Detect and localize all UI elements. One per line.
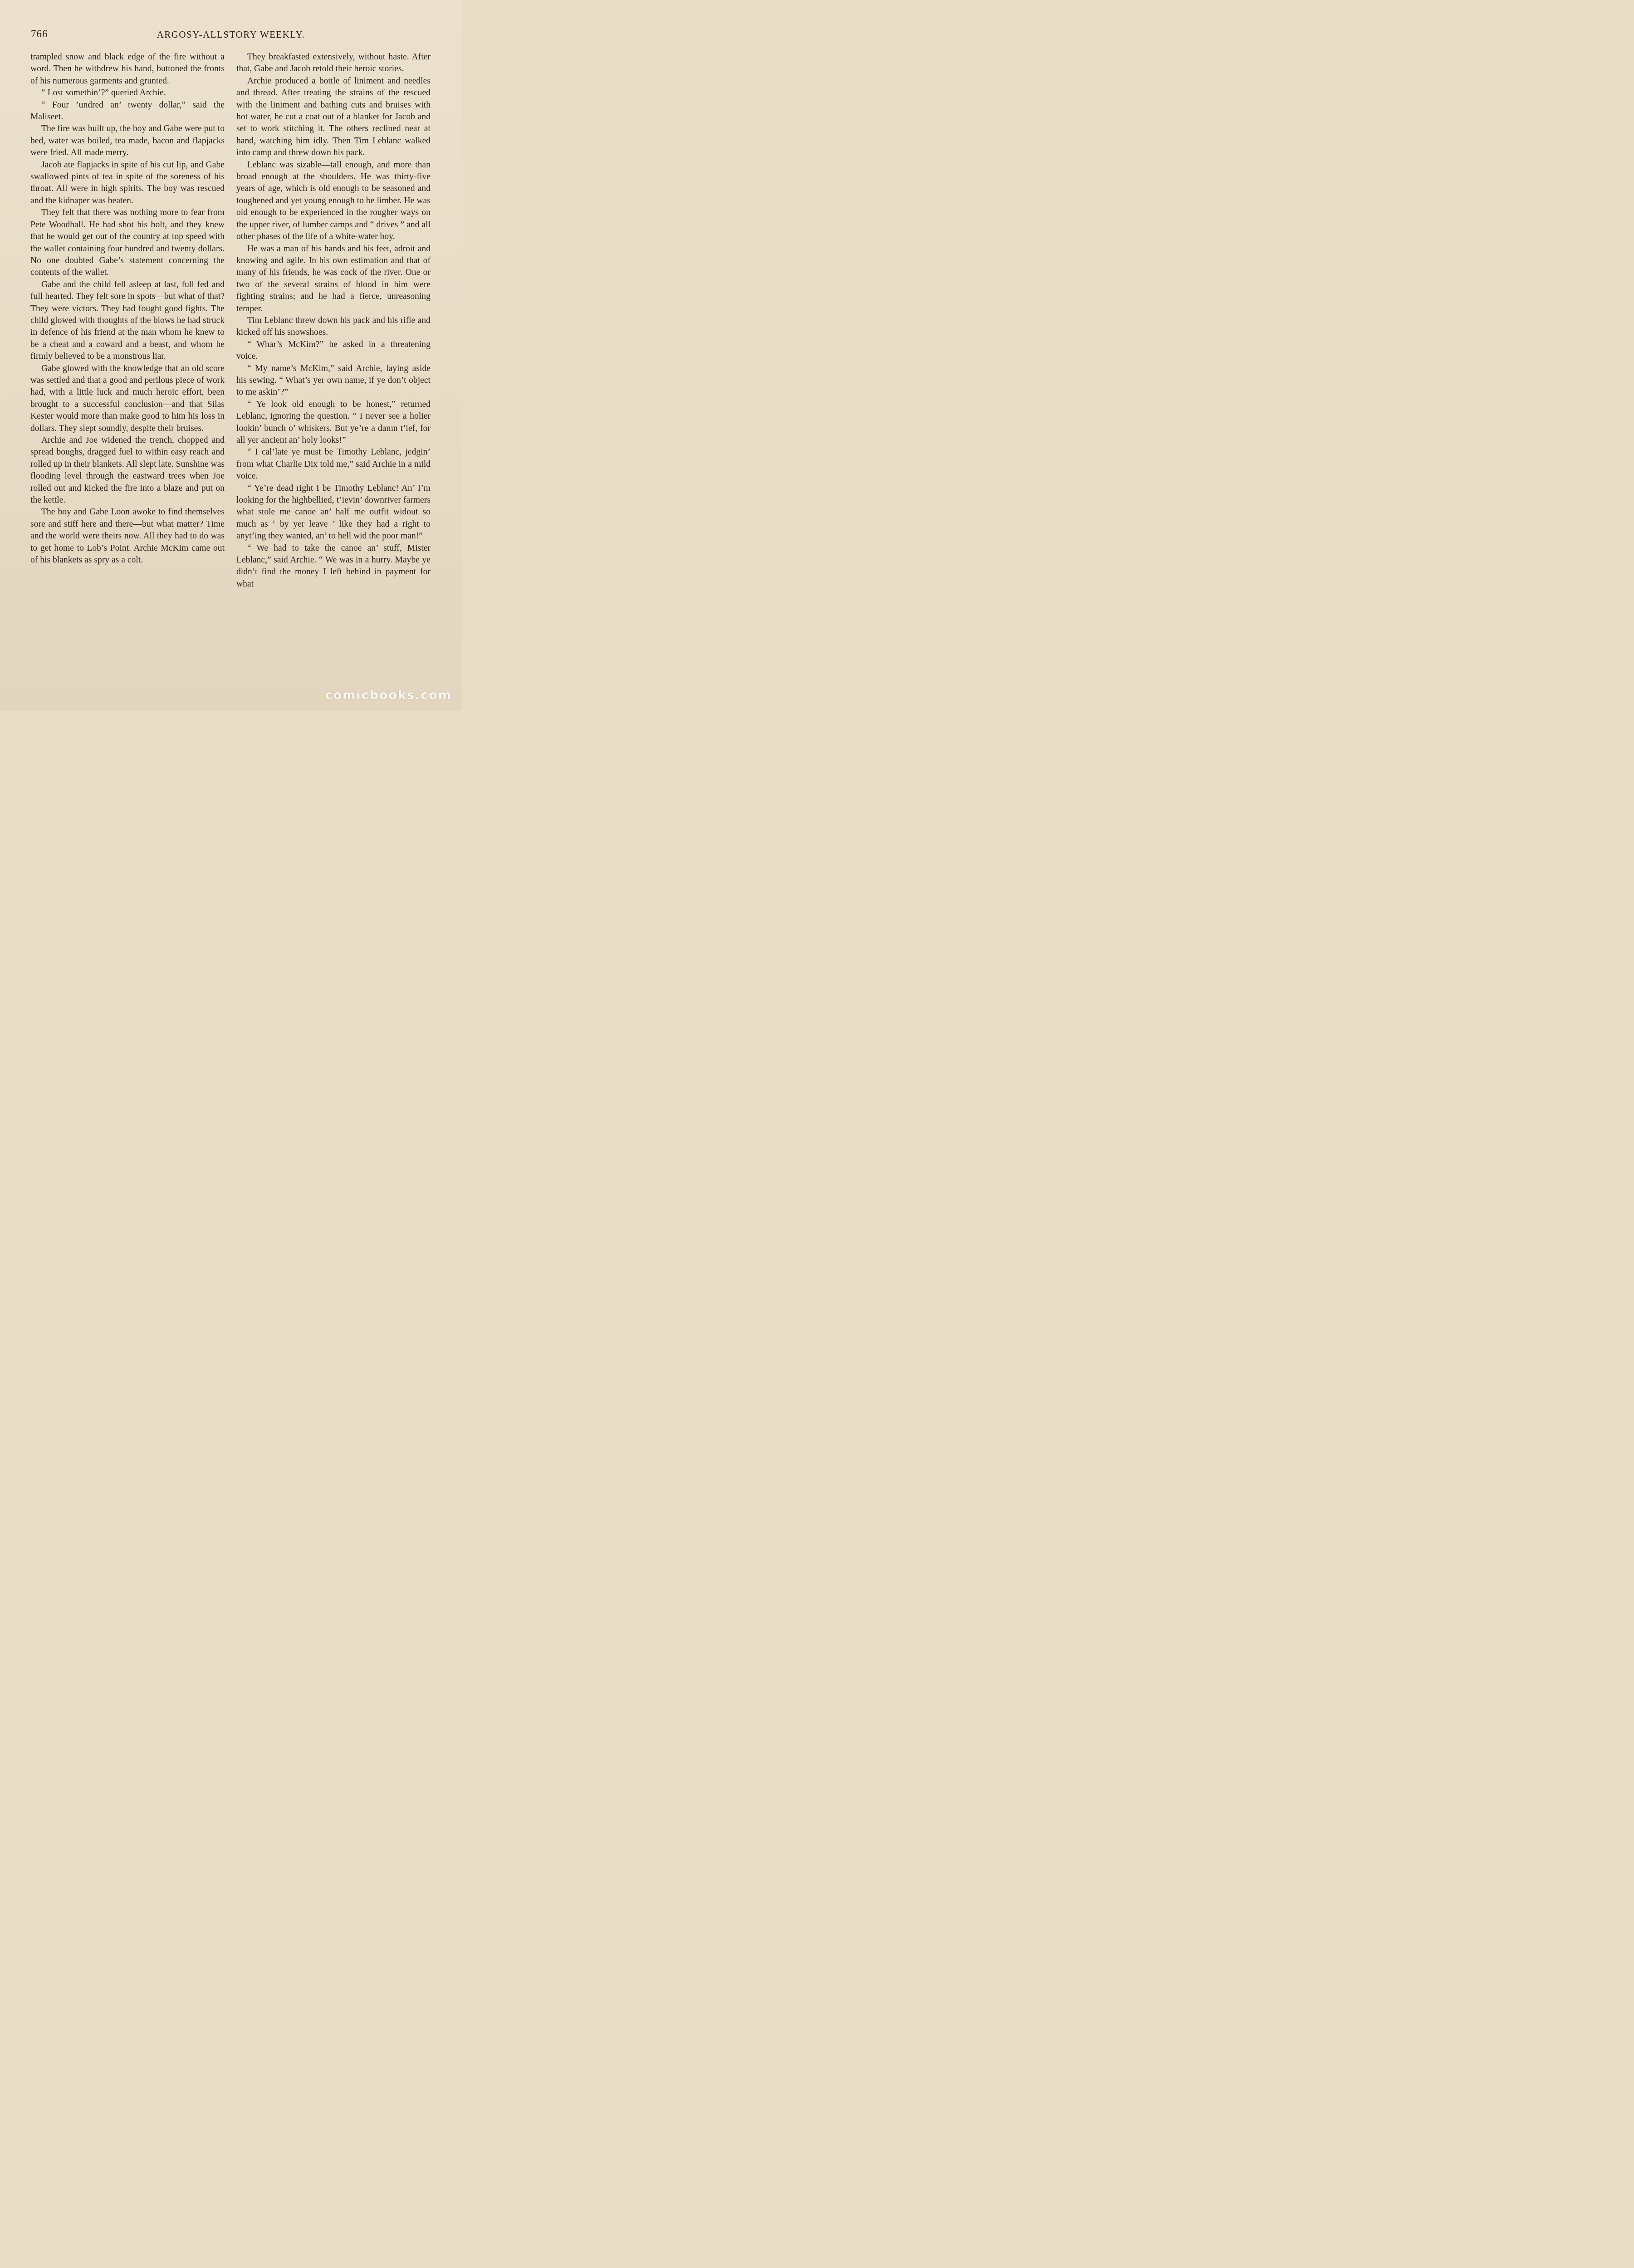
paragraph: Gabe glowed with the knowledge that an old score was settled and that a good and perilous piece of work had, with a little luck and much heroic effort, been brought to a successful conclusion—and that Silas Kester would more than make good to him his loss in dollars. They slept soundly, despite their bruises.: [30, 363, 225, 433]
paragraph: trampled snow and black edge of the fire without a word. Then he withdrew his hand, buttoned the fronts of his numerous garments and grunted.: [30, 52, 225, 86]
paragraph: The boy and Gabe Loon awoke to find themselves sore and stiff here and there—but what matter? Time and the world were theirs now. All they had to do was to get home to Lob’s Point. Archie McKim came out of his blankets as spry as a colt.: [30, 507, 225, 565]
running-title: ARGOSY-ALLSTORY WEEKLY.: [157, 29, 305, 40]
paragraph: “ My name’s McKim,” said Archie, laying aside his sewing. “ What’s yer own name, if ye don’t object to me askin’?”: [236, 363, 431, 397]
page-header: [31, 28, 431, 46]
paragraph: Leblanc was sizable—tall enough, and more than broad enough at the shoulders. He was thirty-five years of age, which is old enough to be seasoned and toughened and yet young enough to be limber. He was old enough to be experienced in the rougher ways on the upper river, of lumber camps and “ drives ” and all other phases of the life of a white-water boy.: [236, 160, 431, 242]
watermark-logo: comicbooks.com: [325, 688, 452, 702]
paragraph: “ We had to take the canoe an’ stuff, Mister Leblanc,” said Archie. “ We was in a hurry. Maybe ye didn’t find the money I left behind in payment for what: [236, 543, 431, 589]
paragraph: “ Lost somethin’?” queried Archie.: [41, 88, 166, 98]
paragraph: They breakfasted extensively, without haste. After that, Gabe and Jacob retold their heroic stories.: [236, 52, 431, 74]
paragraph: “ Ye’re dead right I be Timothy Leblanc! An’ I’m looking for the highbellied, t’ievin’ downriver farmers what stole me canoe an’ half me outfit widout so much as ‘ by yer leave ’ like they had a right to anyt’ing they wanted, an’ to hell wid the poor man!”: [236, 483, 431, 541]
paragraph: Gabe and the child fell asleep at last, full fed and full hearted. They felt sore in spots—but what of that? They were victors. They had fought good fights. The child glowed with thoughts of the blows he had struck in defence of his friend at the man whom he knew to be a cheat and a coward and a beast, and whom he firmly believed to be a monstrous liar.: [30, 279, 225, 362]
paragraph: “ Four ’undred an’ twenty dollar,” said the Maliseet.: [30, 100, 225, 122]
left-column: [30, 51, 225, 566]
paragraph: They felt that there was nothing more to fear from Pete Woodhall. He had shot his bolt, and they knew that he would get out of the country at top speed with the wallet containing four hundred and twenty dollars. No one doubted Gabe’s statement concerning the contents of the wallet.: [30, 208, 225, 278]
paragraph: “ Whar’s McKim?” he asked in a threatening voice.: [236, 339, 431, 362]
paragraph: “ Ye look old enough to be honest,” returned Leblanc, ignoring the question. “ I never see a holier lookin’ bunch o’ whiskers. But ye’re a damn t’ief, for all yer ancient an’ holy looks!”: [236, 399, 431, 445]
paragraph: Tim Leblanc threw down his pack and his rifle and kicked off his snowshoes.: [236, 315, 431, 337]
paragraph: Archie produced a bottle of liniment and needles and thread. After treating the strains of the rescued with the liniment and bathing cuts and bruises with hot water, he cut a coat out of a blanket for Jacob and set to work stitching it. The others reclined near at hand, watching him idly. Then Tim Leblanc walked into camp and threw down his pack.: [236, 76, 431, 158]
right-column: [236, 51, 431, 590]
paragraph: Jacob ate flapjacks in spite of his cut lip, and Gabe swallowed pints of tea in spite of the soreness of his throat. All were in high spirits. The boy was rescued and the kidnaper was beaten.: [30, 160, 225, 205]
page-number: 766: [31, 28, 48, 39]
paragraph: Archie and Joe widened the trench, chopped and spread boughs, dragged fuel to within easy reach and rolled up in their blankets. All slept late. Sunshine was flooding level through the eastward trees when Joe rolled out and kicked the fire into a blaze and put on the kettle.: [30, 435, 225, 505]
paragraph: He was a man of his hands and his feet, adroit and knowing and agile. In his own estimation and that of many of his friends, he was cock of the river. One or two of the several strains of blood in him were fighting strains; and he had a fierce, unreasoning temper.: [236, 244, 431, 313]
magazine-page: [0, 0, 462, 711]
paragraph: “ I cal’late ye must be Timothy Leblanc, jedgin’ from what Charlie Dix told me,” said Archie in a mild voice.: [236, 447, 431, 481]
paragraph: The fire was built up, the boy and Gabe were put to bed, water was boiled, tea made, bacon and flapjacks were fried. All made merry.: [30, 124, 225, 158]
